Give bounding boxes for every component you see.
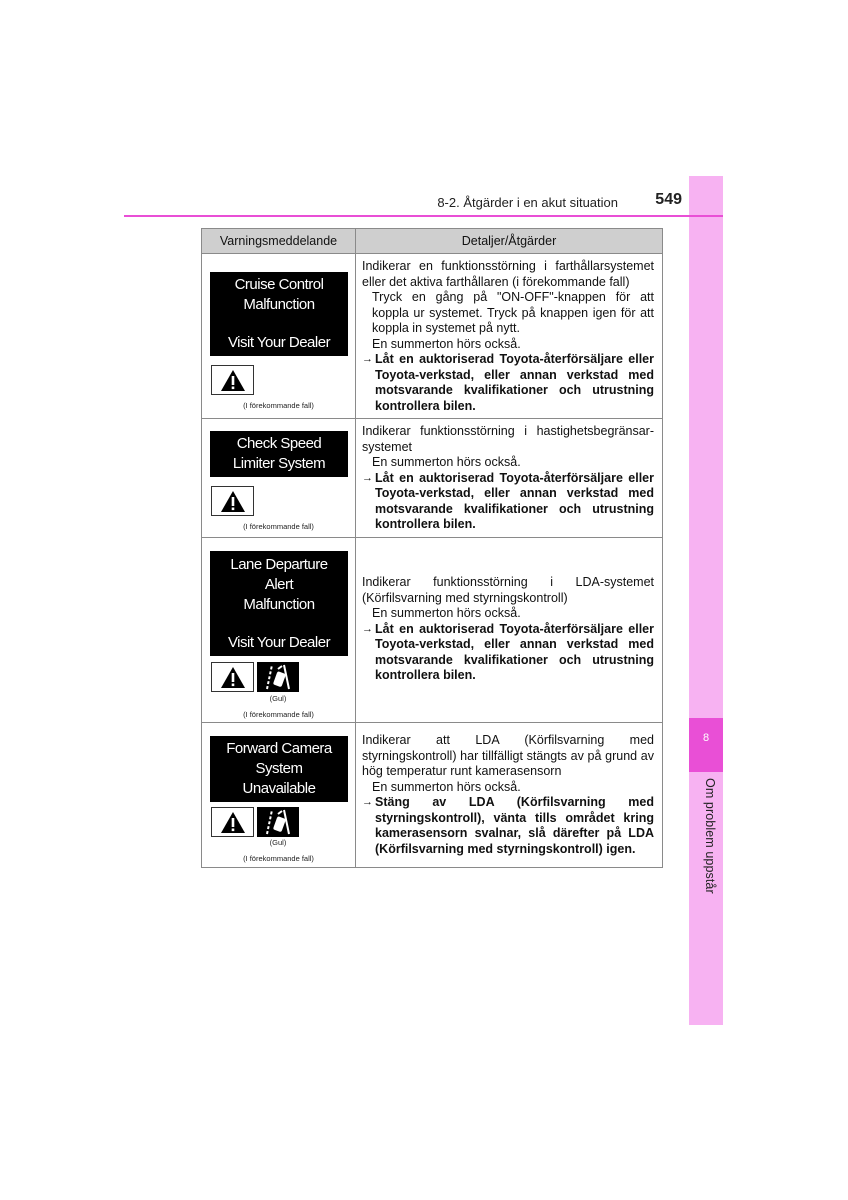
- arrow-icon: →: [362, 353, 373, 365]
- action-text: Stäng av LDA (Körfilsvarning med styrningskontroll), vänta tills området kring kamerasensorn svalnar, slå därefter på LDA (Körfilsvarning med styrningskontroll) igen.: [375, 795, 654, 856]
- detail-text: Indikerar att LDA (Körfilsvarning med styrningskontroll) har tillfälligt stängts av på grund av hög temperatur runt kamerasensorn: [362, 733, 654, 778]
- details-cell: [356, 419, 663, 538]
- table-row: [202, 723, 663, 868]
- display-line: Malfunction: [243, 596, 315, 613]
- detail-text: En summerton hörs också.: [372, 779, 521, 794]
- warning-display: [210, 272, 348, 356]
- action-item: [362, 471, 654, 533]
- detail-text: Tryck en gång på "ON-OFF"-knappen för att koppla ur systemet. Tryck på knappen igen för att koppla in systemet på nytt.: [372, 290, 654, 335]
- details-cell: [356, 538, 663, 723]
- display-line: Visit Your Dealer: [227, 634, 331, 651]
- column-header-details: Detaljer/Åtgärder: [356, 229, 663, 254]
- warning-display: [210, 431, 348, 477]
- applicability-caption: (I förekommande fall): [243, 401, 314, 410]
- detail-text: Indikerar en funktionsstörning i farthållarsystemet eller det aktiva farthållaren (i förekommande fall): [362, 259, 654, 289]
- warning-cell: [202, 419, 356, 538]
- action-text: Låt en auktoriserad Toyota-återförsäljare eller Toyota-verkstad, eller annan verkstad med motsvarande kvalifikationer och utrustning kontrollera bilen.: [375, 352, 654, 413]
- page-number: 549: [655, 191, 682, 208]
- detail-text: En summerton hörs också.: [372, 336, 521, 351]
- warning-display: [210, 736, 348, 802]
- warning-display: [210, 551, 348, 656]
- arrow-icon: →: [362, 471, 373, 484]
- applicability-caption: (I förekommande fall): [243, 522, 314, 531]
- indicator-icons: [211, 486, 254, 516]
- detail-text: En summerton hörs också.: [372, 455, 521, 469]
- action-item: [362, 622, 654, 684]
- column-header-warning: Varningsmeddelande: [202, 229, 356, 254]
- table-row: [202, 538, 663, 723]
- indicator-icons: [211, 365, 254, 395]
- table-row: [202, 419, 663, 538]
- detail-text: Indikerar funktionsstörning i LDA-systemet (Körfilsvarning med styrningskontroll): [362, 575, 654, 605]
- warning-triangle-icon: [211, 662, 254, 692]
- warning-cell: [202, 538, 356, 723]
- applicability-caption: (I förekommande fall): [243, 854, 314, 863]
- table-header-row: [202, 229, 663, 254]
- lane-departure-icon: [257, 807, 299, 837]
- table-row: [202, 254, 663, 419]
- detail-text: En summerton hörs också.: [372, 606, 521, 620]
- action-text: Låt en auktoriserad Toyota-återförsäljare eller Toyota-verkstad, eller annan verkstad med motsvarande kvalifikationer och utrustning kontrollera bilen.: [375, 470, 654, 531]
- warning-triangle-icon: [211, 365, 254, 395]
- action-item: [362, 352, 654, 414]
- header-rule: [124, 215, 723, 217]
- warning-triangle-icon: [211, 486, 254, 516]
- arrow-icon: →: [362, 796, 373, 808]
- display-line: Lane Departure: [230, 556, 328, 573]
- lane-departure-icon: [257, 662, 299, 692]
- warning-cell: [202, 254, 356, 419]
- display-line: Alert: [264, 576, 294, 593]
- chapter-number: 8: [689, 718, 723, 772]
- chapter-label: Om problem uppstår: [703, 778, 717, 894]
- icon-color-note: (Gul): [269, 694, 287, 703]
- display-line: Malfunction: [243, 296, 315, 313]
- indicator-icons: [211, 807, 299, 837]
- section-title: 8-2. Åtgärder i en akut situation: [437, 195, 618, 210]
- applicability-caption: (I förekommande fall): [243, 710, 314, 719]
- display-line: Check Speed: [236, 435, 322, 452]
- details-cell: [356, 723, 663, 868]
- details-cell: [356, 254, 663, 419]
- arrow-icon: →: [362, 622, 373, 635]
- display-line: Forward Camera: [226, 740, 332, 757]
- detail-text: Indikerar funktionsstörning i hastighetsbegränsar-systemet: [362, 424, 654, 454]
- warning-triangle-icon: [211, 807, 254, 837]
- icon-color-note: (Gul): [269, 838, 287, 847]
- warning-cell: [202, 723, 356, 868]
- warning-message-table: [201, 228, 663, 868]
- display-line: System: [255, 760, 303, 777]
- display-line: Unavailable: [242, 780, 316, 797]
- display-line: Visit Your Dealer: [227, 334, 331, 351]
- display-line: Limiter System: [232, 455, 326, 472]
- action-item: [362, 795, 654, 857]
- action-text: Låt en auktoriserad Toyota-återförsäljare eller Toyota-verkstad, eller annan verkstad med motsvarande kvalifikationer och utrustning kontrollera bilen.: [375, 621, 654, 682]
- display-line: Cruise Control: [234, 276, 324, 293]
- indicator-icons: [211, 662, 299, 692]
